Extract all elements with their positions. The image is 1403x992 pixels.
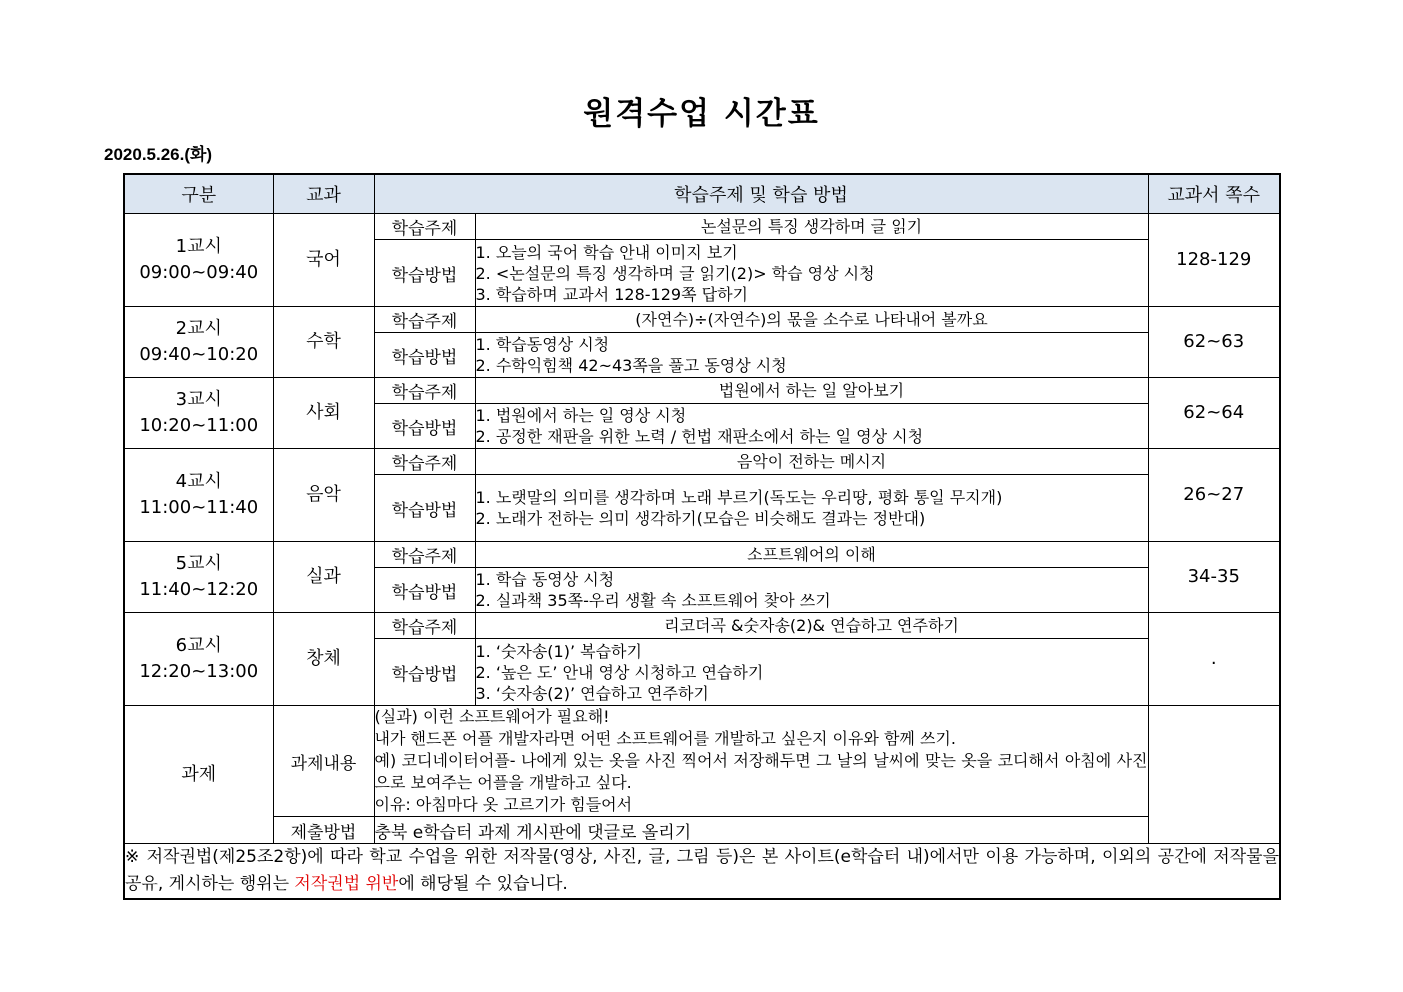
subject-cell: 창체 — [273, 613, 374, 706]
method-label: 학습방법 — [374, 568, 475, 613]
header-row — [124, 174, 1280, 214]
period-cell — [124, 449, 273, 542]
method-item: 3. 학습하며 교과서 128-129쪽 답하기 — [475, 284, 748, 304]
topic-label: 학습주제 — [374, 449, 475, 475]
period-cell — [124, 307, 273, 378]
method-item: 1. 법원에서 하는 일 영상 시청 — [475, 406, 687, 425]
method-list — [475, 240, 1148, 307]
copyright-notice — [124, 844, 1280, 900]
assignment-row — [124, 706, 1280, 817]
subject-cell: 실과 — [273, 542, 374, 613]
method-item: 3. ‘숫자송(2)’ 연습하고 연주하기 — [475, 683, 709, 703]
assignment-line: 이유: 아침마다 옷 고르기가 힘들어서 — [374, 795, 633, 814]
method-list — [475, 639, 1148, 706]
method-list — [475, 333, 1148, 378]
period-number: 5교시 — [175, 553, 222, 574]
method-item: 1. ‘숫자송(1)’ 복습하기 — [475, 641, 642, 661]
topic-label: 학습주제 — [374, 613, 475, 639]
method-label: 학습방법 — [374, 404, 475, 449]
method-item: 2. 실과책 35쪽-우리 생활 속 소프트웨어 찾아 쓰기 — [475, 591, 831, 610]
notice-row — [124, 844, 1280, 900]
period-time: 09:40~10:20 — [139, 344, 259, 365]
method-list — [475, 568, 1148, 613]
period-topic-row — [124, 378, 1280, 404]
topic-label: 학습주제 — [374, 542, 475, 568]
subject-cell: 사회 — [273, 378, 374, 449]
topic-text: 법원에서 하는 일 알아보기 — [475, 378, 1148, 404]
pages-cell: 34-35 — [1148, 542, 1280, 613]
subject-cell: 음악 — [273, 449, 374, 542]
pages-cell: 62~64 — [1148, 378, 1280, 449]
submit-text: 충북 e학습터 과제 게시판에 댓글로 올리기 — [374, 817, 1148, 844]
topic-label: 학습주제 — [374, 307, 475, 333]
pages-cell: 128-129 — [1148, 214, 1280, 307]
assignment-content-label: 과제내용 — [273, 706, 374, 817]
method-item: 2. <논설문의 특징 생각하며 글 읽기(2)> 학습 영상 시청 — [475, 263, 875, 283]
period-cell — [124, 214, 273, 307]
assignment-line: 예) 코디네이터어플- 나에게 있는 옷을 사진 찍어서 저장해두면 그 날의 날씨에 맞는 옷을 코디해서 아침에 사진으로 보여주는 어플을 개발하고 싶다. — [374, 751, 1148, 792]
notice-text: ※ 저작권법(제25조2항)에 따라 학교 수업을 위한 저작물(영상, 사진, 글, 그림 등)은 본 사이트(e학습터 내)에서만 이용 가능하며, 이외의 공간에 저작물을 공유, 게시하는 행위는 — [125, 847, 1279, 894]
period-time: 09:00~09:40 — [139, 262, 259, 283]
period-number: 4교시 — [175, 471, 222, 492]
period-number: 2교시 — [175, 318, 222, 339]
page-title: 원격수업 시간표 — [583, 96, 820, 132]
assignment-line: (실과) 이런 소프트웨어가 필요해! — [374, 707, 610, 726]
subject-cell: 국어 — [273, 214, 374, 307]
method-label: 학습방법 — [374, 240, 475, 307]
topic-text: (자연수)÷(자연수)의 몫을 소수로 나타내어 볼까요 — [475, 307, 1148, 333]
assignment-label: 과제 — [124, 706, 273, 844]
method-label: 학습방법 — [374, 639, 475, 706]
period-topic-row — [124, 542, 1280, 568]
assignment-pages-cell — [1148, 706, 1280, 844]
assignment-line: 내가 핸드폰 어플 개발자라면 어떤 소프트웨어를 개발하고 싶은지 이유와 함께 쓰기. — [374, 729, 956, 748]
method-item: 1. 오늘의 국어 학습 안내 이미지 보기 — [475, 242, 738, 262]
assignment-content — [374, 706, 1148, 817]
method-item: 2. 수학익힘책 42~43쪽을 풀고 동영상 시청 — [475, 356, 787, 375]
topic-text: 리코더곡 &숫자송(2)& 연습하고 연주하기 — [475, 613, 1148, 639]
method-item: 2. 노래가 전하는 의미 생각하기(모습은 비슷해도 결과는 정반대) — [475, 509, 926, 528]
period-time: 10:20~11:00 — [139, 415, 259, 436]
method-item: 1. 학습동영상 시청 — [475, 335, 610, 354]
method-item: 1. 노랫말의 의미를 생각하며 노래 부르기(독도는 우리땅, 평화 통일 무지개) — [475, 488, 1003, 507]
method-list — [475, 475, 1148, 542]
pages-cell: . — [1148, 613, 1280, 706]
method-label: 학습방법 — [374, 333, 475, 378]
period-topic-row — [124, 214, 1280, 240]
header-pages: 교과서 쪽수 — [1148, 174, 1280, 214]
period-topic-row — [124, 613, 1280, 639]
pages-cell: 62~63 — [1148, 307, 1280, 378]
header-category: 구분 — [124, 174, 273, 214]
period-topic-row — [124, 307, 1280, 333]
period-cell — [124, 378, 273, 449]
topic-text: 소프트웨어의 이해 — [475, 542, 1148, 568]
date-label: 2020.5.26.(화) — [104, 145, 213, 164]
pages-cell: 26~27 — [1148, 449, 1280, 542]
timetable — [123, 173, 1281, 900]
subject-cell: 수학 — [273, 307, 374, 378]
period-time: 11:40~12:20 — [139, 579, 259, 600]
method-item: 2. ‘높은 도’ 안내 영상 시청하고 연습하기 — [475, 662, 764, 682]
method-list — [475, 404, 1148, 449]
topic-text: 음악이 전하는 메시지 — [475, 449, 1148, 475]
topic-label: 학습주제 — [374, 214, 475, 240]
header-subject: 교과 — [273, 174, 374, 214]
topic-label: 학습주제 — [374, 378, 475, 404]
notice-highlight: 저작권법 위반 — [294, 874, 399, 894]
notice-text-end: 에 해당될 수 있습니다. — [398, 874, 568, 894]
method-label: 학습방법 — [374, 475, 475, 542]
period-time: 12:20~13:00 — [139, 661, 259, 682]
period-time: 11:00~11:40 — [139, 497, 259, 518]
period-number: 1교시 — [175, 236, 222, 257]
period-number: 6교시 — [175, 635, 222, 656]
period-topic-row — [124, 449, 1280, 475]
period-cell — [124, 542, 273, 613]
period-cell — [124, 613, 273, 706]
method-item: 2. 공정한 재판을 위한 노력 / 헌법 재판소에서 하는 일 영상 시청 — [475, 427, 924, 446]
method-item: 1. 학습 동영상 시청 — [475, 570, 615, 589]
submit-label: 제출방법 — [273, 817, 374, 844]
period-number: 3교시 — [175, 389, 222, 410]
submit-row — [124, 817, 1280, 844]
topic-text: 논설문의 특징 생각하며 글 읽기 — [475, 214, 1148, 240]
header-topic-method: 학습주제 및 학습 방법 — [374, 174, 1148, 214]
